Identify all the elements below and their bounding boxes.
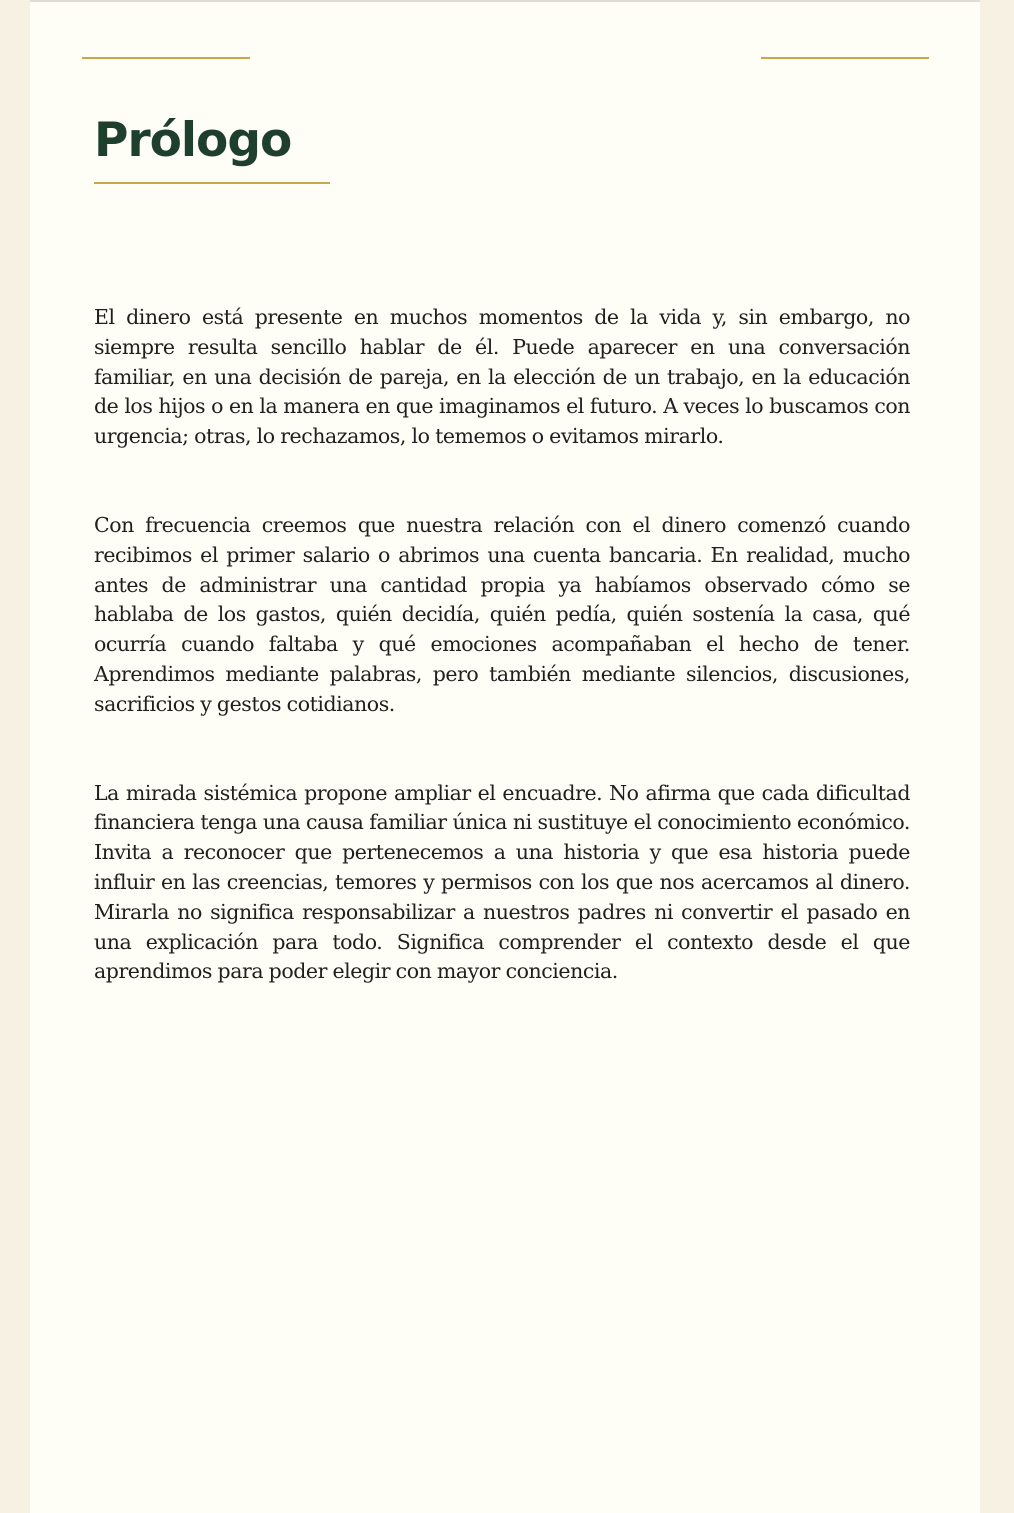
header-rule-left bbox=[82, 57, 250, 59]
title-underline bbox=[94, 182, 330, 184]
chapter-body bbox=[94, 303, 910, 1046]
chapter-title: Prólogo bbox=[94, 113, 292, 168]
document-page bbox=[30, 0, 980, 1513]
header-rule-right bbox=[761, 57, 929, 59]
paragraph-2: Con frecuencia creemos que nuestra relación con el dinero comenzó cuando recibimos el primer salario o abrimos una cuenta bancaria. En realidad, mucho antes de administrar una cantidad propia ya habíamos observado cómo se hablaba de los gastos, quién decidía, quién pedía, quién sostenía la casa, qué ocurría cuando faltaba y qué emociones acompañaban el hecho de tener. Aprendimos mediante palabras, pero también mediante silencios, discusiones, sacrificios y gestos cotidianos. bbox=[94, 512, 910, 716]
paragraph-1: El dinero está presente en muchos momentos de la vida y, sin embargo, no siempre resulta sencillo hablar de él. Puede aparecer en una conversación familiar, en una decisión de pareja, en la elección de un trabajo, en la educación de los hijos o en la manera en que imaginamos el futuro. A veces lo buscamos con urgencia; otras, lo rechazamos, lo tememos o evitamos mirarlo. bbox=[94, 305, 910, 449]
paragraph-3: La mirada sistémica propone ampliar el encuadre. No afirma que cada dificultad financiera tenga una causa familiar única ni sustituye el conocimiento económico. Invita a reconocer que pertenecemos a una historia y que esa historia puede influir en las creencias, temores y permisos con los que nos acercamos al dinero. Mirarla no significa responsabilizar a nuestros padres ni convertir el pasado en una explicación para todo. Significa comprender el contexto desde el que aprendimos para poder elegir con mayor conciencia. bbox=[94, 780, 910, 984]
